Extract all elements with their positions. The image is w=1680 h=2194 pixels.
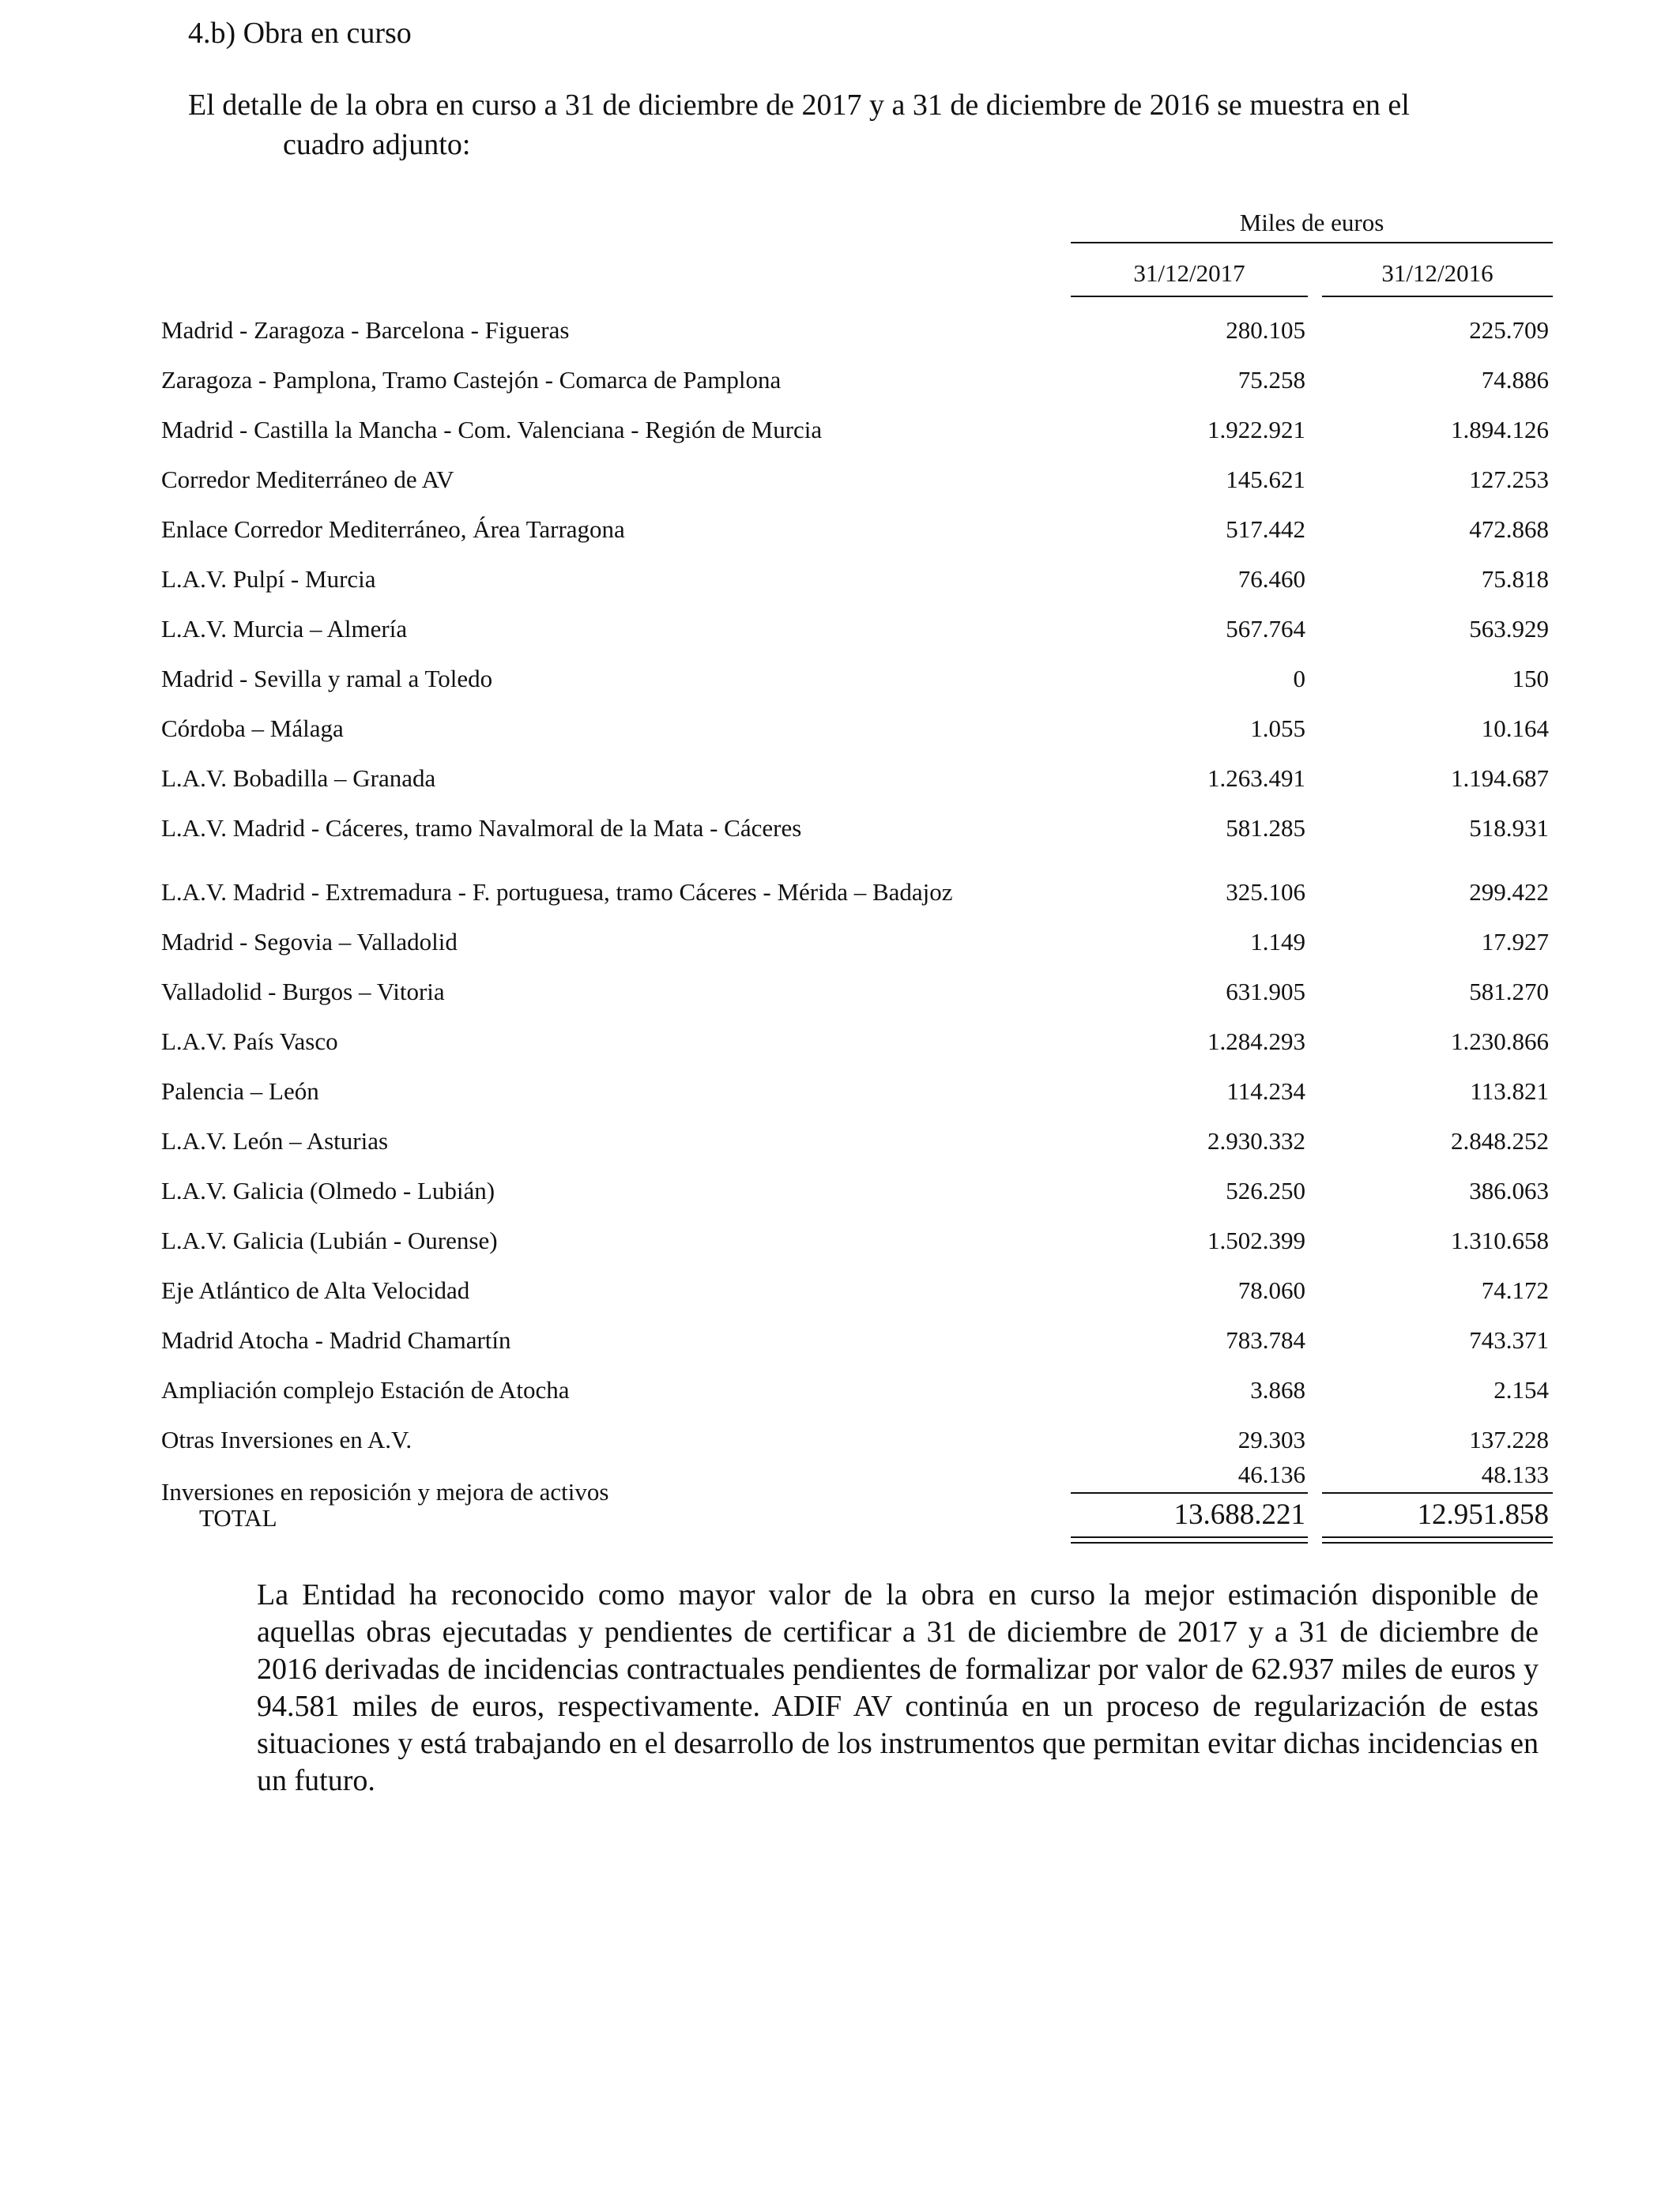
table-row xyxy=(0,1275,1680,1306)
table-row xyxy=(0,1175,1680,1207)
total-double-rule-2017 xyxy=(1071,1536,1308,1544)
value-2017: 280.105 xyxy=(1226,316,1305,344)
value-2017: 526.250 xyxy=(1226,1177,1305,1204)
row-label: L.A.V. León – Asturias xyxy=(161,1127,389,1155)
row-label: L.A.V. Pulpí - Murcia xyxy=(161,565,376,593)
row-label: L.A.V. Madrid - Cáceres, tramo Navalmoral de la Mata - Cáceres xyxy=(161,814,802,842)
column-header-2016: 31/12/2016 xyxy=(1322,258,1553,297)
value-2017: 0 xyxy=(1293,665,1305,692)
row-label: Inversiones en reposición y mejora de activos xyxy=(161,1478,609,1506)
table-row xyxy=(0,564,1680,595)
intro-line-2: cuadro adjunto: xyxy=(283,128,471,161)
table-row xyxy=(0,663,1680,695)
closing-paragraph: La Entidad ha reconocido como mayor valor de la obra en curso la mejor estimación disponible de aquellas obras ejecutadas y pendientes de certificar a 31 de diciembre de 2017 y a 31 de diciembre de 2016 derivadas de incidencias contractuales pendientes de formalizar por valor de 62.937 miles de euros y 94.581 miles de euros, respectivamente. ADIF AV continúa en un proceso de regularización de estas situaciones y está trabajando en el desarrollo de los instrumentos que permitan evitar dichas incidencias en un futuro. xyxy=(257,1578,1539,1797)
table-row xyxy=(0,876,1680,908)
row-label: Palencia – León xyxy=(161,1077,319,1105)
row-label: Eje Atlántico de Alta Velocidad xyxy=(161,1276,470,1304)
value-2017: 46.136 xyxy=(1237,1461,1305,1488)
table-row xyxy=(0,1125,1680,1157)
value-2016: 518.931 xyxy=(1469,814,1549,842)
table-row xyxy=(0,1374,1680,1406)
table-row xyxy=(0,414,1680,446)
value-2016: 472.868 xyxy=(1469,515,1549,543)
value-2016: 75.818 xyxy=(1481,565,1549,593)
row-label: L.A.V. Galicia (Lubián - Ourense) xyxy=(161,1227,498,1254)
value-2017: 29.303 xyxy=(1237,1426,1305,1453)
table-row xyxy=(0,1424,1680,1456)
value-2016: 1.310.658 xyxy=(1451,1227,1549,1254)
table-row xyxy=(0,976,1680,1008)
value-2016: 2.848.252 xyxy=(1451,1127,1549,1155)
subtotal-rule-2017 xyxy=(1071,1492,1308,1494)
value-2016: 1.230.866 xyxy=(1451,1027,1549,1055)
value-2016: 113.821 xyxy=(1470,1077,1549,1105)
row-label: L.A.V. Galicia (Olmedo - Lubián) xyxy=(161,1177,495,1204)
value-2017: 1.502.399 xyxy=(1207,1227,1305,1254)
value-2016: 2.154 xyxy=(1494,1376,1549,1404)
total-label: TOTAL xyxy=(199,1504,277,1532)
units-label: Miles de euros xyxy=(1239,209,1384,236)
value-2017: 1.284.293 xyxy=(1207,1027,1305,1055)
value-2017: 75.258 xyxy=(1237,366,1305,394)
value-2016: 563.929 xyxy=(1469,615,1549,643)
value-2016: 743.371 xyxy=(1469,1326,1549,1354)
value-2016: 74.172 xyxy=(1481,1276,1549,1304)
value-2016: 386.063 xyxy=(1469,1177,1549,1204)
table-row xyxy=(0,1459,1680,1506)
total-double-rule-2016 xyxy=(1322,1536,1553,1544)
table-row xyxy=(0,1026,1680,1057)
table-row xyxy=(0,926,1680,958)
value-2016: 137.228 xyxy=(1469,1426,1549,1453)
table-row xyxy=(0,1225,1680,1257)
value-2016: 581.270 xyxy=(1469,978,1549,1005)
table-row xyxy=(0,812,1680,844)
total-value-2017: 13.688.221 xyxy=(1173,1498,1305,1531)
value-2017: 76.460 xyxy=(1237,565,1305,593)
value-2017: 783.784 xyxy=(1226,1326,1305,1354)
row-label: Córdoba – Málaga xyxy=(161,714,344,742)
column-header-2017: 31/12/2017 xyxy=(1071,258,1308,297)
table-row xyxy=(0,1325,1680,1356)
value-2017: 1.055 xyxy=(1250,714,1305,742)
row-label: L.A.V. Murcia – Almería xyxy=(161,615,408,643)
value-2017: 2.930.332 xyxy=(1207,1127,1305,1155)
value-2017: 114.234 xyxy=(1226,1077,1305,1105)
row-label: Enlace Corredor Mediterráneo, Área Tarragona xyxy=(161,515,625,543)
value-2016: 225.709 xyxy=(1469,316,1549,344)
total-row xyxy=(0,1498,1680,1534)
row-label: L.A.V. País Vasco xyxy=(161,1027,338,1055)
value-2016: 48.133 xyxy=(1481,1461,1549,1488)
row-label: L.A.V. Madrid - Extremadura - F. portuguesa, tramo Cáceres - Mérida – Badajoz xyxy=(161,878,953,906)
value-2016: 127.253 xyxy=(1469,466,1549,493)
row-label: Ampliación complejo Estación de Atocha xyxy=(161,1376,570,1404)
value-2017: 581.285 xyxy=(1226,814,1305,842)
value-2017: 1.263.491 xyxy=(1207,764,1305,792)
row-label: Zaragoza - Pamplona, Tramo Castejón - Comarca de Pamplona xyxy=(161,366,782,394)
table-row xyxy=(0,464,1680,496)
row-label: Madrid - Zaragoza - Barcelona - Figueras xyxy=(161,316,570,344)
value-2016: 74.886 xyxy=(1481,366,1549,394)
value-2017: 517.442 xyxy=(1226,515,1305,543)
row-label: Valladolid - Burgos – Vitoria xyxy=(161,978,445,1005)
row-label: L.A.V. Bobadilla – Granada xyxy=(161,764,436,792)
value-2016: 10.164 xyxy=(1481,714,1549,742)
table-row xyxy=(0,1076,1680,1107)
value-2017: 567.764 xyxy=(1226,615,1305,643)
total-value-2016: 12.951.858 xyxy=(1417,1498,1549,1531)
value-2017: 631.905 xyxy=(1226,978,1305,1005)
value-2017: 1.149 xyxy=(1250,928,1305,956)
row-label: Otras Inversiones en A.V. xyxy=(161,1426,412,1453)
table-row xyxy=(0,514,1680,545)
subtotal-rule-2016 xyxy=(1322,1492,1553,1494)
intro-line-1: El detalle de la obra en curso a 31 de diciembre de 2017 y a 31 de diciembre de 2016 se muestra en el xyxy=(188,89,1410,122)
value-2016: 17.927 xyxy=(1481,928,1549,956)
table-row xyxy=(0,364,1680,396)
row-label: Madrid Atocha - Madrid Chamartín xyxy=(161,1326,511,1354)
value-2017: 145.621 xyxy=(1226,466,1305,493)
row-label: Madrid - Castilla la Mancha - Com. Valenciana - Región de Murcia xyxy=(161,416,823,443)
table-row xyxy=(0,613,1680,645)
section-heading: 4.b) Obra en curso xyxy=(188,17,412,50)
table-row xyxy=(0,763,1680,794)
value-2016: 299.422 xyxy=(1469,878,1549,906)
value-2016: 1.194.687 xyxy=(1451,764,1549,792)
value-2016: 150 xyxy=(1512,665,1549,692)
row-label: Madrid - Segovia – Valladolid xyxy=(161,928,458,956)
value-2017: 78.060 xyxy=(1237,1276,1305,1304)
value-2017: 1.922.921 xyxy=(1207,416,1305,443)
value-2017: 3.868 xyxy=(1250,1376,1305,1404)
value-2016: 1.894.126 xyxy=(1451,416,1549,443)
table-row xyxy=(0,713,1680,745)
row-label: Madrid - Sevilla y ramal a Toledo xyxy=(161,665,493,692)
value-2017: 325.106 xyxy=(1226,878,1305,906)
row-label: Corredor Mediterráneo de AV xyxy=(161,466,454,493)
table-row xyxy=(0,315,1680,346)
